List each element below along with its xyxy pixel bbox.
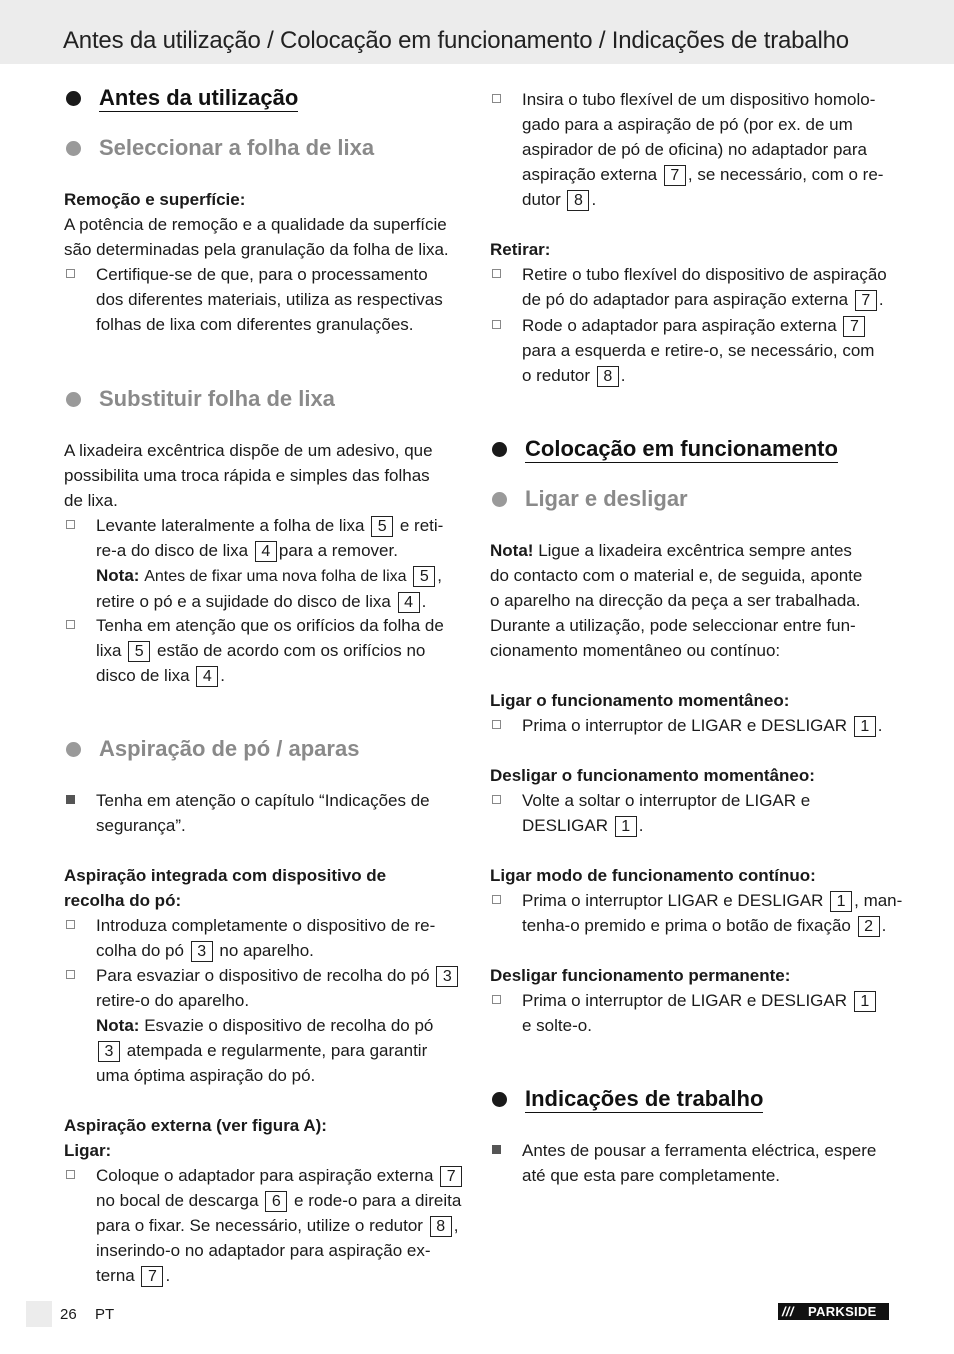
ref-number: 8 xyxy=(597,366,619,387)
paragraph-line xyxy=(490,538,852,563)
list-text: para o fixar. Se necessário, utilize o redutor xyxy=(96,1216,423,1235)
list-text: disco de lixa xyxy=(96,666,190,685)
ref-number: 7 xyxy=(855,290,877,311)
list-text: gado para a aspiração de pó (por ex. de um xyxy=(522,115,853,134)
list-text: estão de acordo com os orifícios no xyxy=(156,641,426,660)
checkbox-square-icon xyxy=(66,1170,75,1179)
list-text: o redutor xyxy=(522,366,591,385)
logo-text: PARKSIDE xyxy=(808,1304,877,1319)
section-heading-indicacoes xyxy=(492,1085,763,1113)
section-heading-ligar xyxy=(492,485,688,513)
page-title: Antes da utilização / Colocação em funcionamento / Indicações de trabalho xyxy=(63,27,849,54)
list-text: , se necessário, com o re- xyxy=(687,165,884,184)
heading-bullet-icon xyxy=(66,742,81,757)
list-text: aspirador de pó de oficina) no adaptador para xyxy=(522,140,867,159)
list-text: segurança”. xyxy=(96,816,186,835)
ref-number: 4 xyxy=(398,592,420,613)
list-text: Para esvaziar o dispositivo de recolha do pó xyxy=(96,966,430,985)
heading-bullet-icon xyxy=(492,492,507,507)
ref-number: 8 xyxy=(567,190,589,211)
subheading-remocao: Remoção e superfície: xyxy=(64,190,246,209)
heading-bullet-icon xyxy=(492,442,507,457)
paragraph-line: do contacto com o material e, de seguida, aponte xyxy=(490,566,863,585)
subheading-desligar-permanente: Desligar funcionamento permanente: xyxy=(490,966,791,985)
checkbox-square-icon xyxy=(492,269,501,278)
heading-bullet-icon xyxy=(66,141,81,156)
heading-bullet-icon xyxy=(66,392,81,407)
subheading-ligar-momentaneo: Ligar o funcionamento momentâneo: xyxy=(490,691,790,710)
list-text: atempada e regularmente, para garantir xyxy=(126,1041,428,1060)
ref-number: 2 xyxy=(858,916,880,937)
punct: . xyxy=(421,592,427,611)
punct: . xyxy=(881,916,887,935)
list-text: Esvazie o dispositivo de recolha do pó xyxy=(144,1016,434,1035)
heading-text: Antes da utilização xyxy=(99,85,299,110)
paragraph-line: são determinadas pela granulação da folha de lixa. xyxy=(64,240,449,259)
checkbox-square-icon xyxy=(492,895,501,904)
ref-number: 8 xyxy=(430,1216,452,1237)
checkbox-square-icon xyxy=(492,720,501,729)
section-heading-seleccionar xyxy=(66,134,374,162)
checkbox-square-icon xyxy=(492,795,501,804)
list-text: e reti- xyxy=(399,516,444,535)
section-heading-aspiracao xyxy=(66,735,359,763)
punct: . xyxy=(165,1266,171,1285)
subheading-externa: Aspiração externa (ver figura A): xyxy=(64,1116,327,1135)
list-text: de pó do adaptador para aspiração externa xyxy=(522,290,849,309)
list-text: Prima o interruptor de LIGAR e DESLIGAR xyxy=(522,716,848,735)
subheading-integrada: Aspiração integrada com dispositivo de xyxy=(64,866,387,885)
list-text: Prima o interruptor de LIGAR e DESLIGAR xyxy=(522,991,848,1010)
ref-number: 3 xyxy=(98,1041,120,1062)
footer-grey-box xyxy=(26,1301,52,1327)
heading-text: Colocação em funcionamento xyxy=(525,436,838,461)
subheading-ligar: Ligar: xyxy=(64,1141,112,1160)
section-heading-colocacao xyxy=(492,435,838,463)
ref-number: 1 xyxy=(830,891,852,912)
heading-text: Indicações de trabalho xyxy=(525,1086,764,1111)
paragraph-line: de lixa. xyxy=(64,491,118,510)
checkbox-square-icon xyxy=(66,520,75,529)
ref-number: 5 xyxy=(128,641,150,662)
checkbox-square-icon xyxy=(492,320,501,329)
paragraph-line: o aparelho na direcção da peça a ser trabalhada. xyxy=(490,591,861,610)
list-text: Prima o interruptor LIGAR e DESLIGAR xyxy=(522,891,824,910)
list-text: Antes de fixar uma nova folha de lixa xyxy=(144,568,407,585)
ref-number: 1 xyxy=(854,991,876,1012)
checkbox-square-icon xyxy=(66,620,75,629)
list-text: Certifique-se de que, para o processamento xyxy=(96,265,428,284)
filled-square-icon xyxy=(492,1145,501,1154)
list-text: uma óptima aspiração do pó. xyxy=(96,1066,316,1085)
list-text: até que esta pare completamente. xyxy=(522,1166,780,1185)
heading-text: Aspiração de pó / aparas xyxy=(99,736,360,761)
logo-slashes: /// xyxy=(782,1304,794,1319)
note-label: Nota: xyxy=(96,566,140,585)
list-text: para a remover. xyxy=(278,541,398,560)
ref-number: 3 xyxy=(191,941,213,962)
parkside-logo xyxy=(778,1303,889,1320)
checkbox-square-icon xyxy=(492,94,501,103)
list-text: , man- xyxy=(854,891,903,910)
checkbox-square-icon xyxy=(66,269,75,278)
page-number: 26 xyxy=(60,1306,77,1323)
section-heading-substituir xyxy=(66,385,335,413)
list-text: colha do pó xyxy=(96,941,184,960)
heading-text: Seleccionar a folha de lixa xyxy=(99,135,375,160)
page-language: PT xyxy=(95,1306,115,1323)
paragraph-line: A lixadeira excêntrica dispõe de um adesivo, que xyxy=(64,441,433,460)
list-text: Tenha em atenção o capítulo “Indicações de xyxy=(96,791,430,810)
punct: , xyxy=(453,1216,459,1235)
ref-number: 6 xyxy=(265,1191,287,1212)
punct: . xyxy=(638,816,644,835)
punct: , xyxy=(437,566,443,585)
punct: . xyxy=(877,716,883,735)
list-text: no bocal de descarga xyxy=(96,1191,259,1210)
section-heading-antes xyxy=(66,84,298,112)
heading-bullet-icon xyxy=(66,91,81,106)
list-text: Insira o tubo flexível de um dispositivo homolo- xyxy=(522,90,876,109)
ref-number: 1 xyxy=(854,716,876,737)
ref-number: 5 xyxy=(371,516,393,537)
list-text: retire-o do aparelho. xyxy=(96,991,250,1010)
note-label: Nota! xyxy=(490,541,534,560)
paragraph-line: cionamento momentâneo ou contínuo: xyxy=(490,641,781,660)
list-text: aspiração externa xyxy=(522,165,658,184)
list-text: Levante lateralmente a folha de lixa xyxy=(96,516,365,535)
checkbox-square-icon xyxy=(492,995,501,1004)
list-text: folhas de lixa com diferentes granulações. xyxy=(96,315,414,334)
paragraph-line: possibilita uma troca rápida e simples das folhas xyxy=(64,466,430,485)
list-text: dos diferentes materiais, utiliza as respectivas xyxy=(96,290,443,309)
paragraph-line: A potência de remoção e a qualidade da superfície xyxy=(64,215,447,234)
list-text: Volte a soltar o interruptor de LIGAR e xyxy=(522,791,811,810)
filled-square-icon xyxy=(66,795,75,804)
ref-number: 4 xyxy=(196,666,218,687)
list-text: para a esquerda e retire-o, se necessário, com xyxy=(522,341,875,360)
list-text: tenha-o premido e prima o botão de fixação xyxy=(522,916,851,935)
list-text: Antes de pousar a ferramenta eléctrica, espere xyxy=(522,1141,877,1160)
list-text: e solte-o. xyxy=(522,1016,592,1035)
heading-text: Substituir folha de lixa xyxy=(99,386,335,411)
list-text: Tenha em atenção que os orifícios da folha de xyxy=(96,616,444,635)
punct: . xyxy=(620,366,626,385)
list-text: inserindo-o no adaptador para aspiração ex- xyxy=(96,1241,431,1260)
heading-text: Ligar e desligar xyxy=(525,486,688,511)
ref-number: 7 xyxy=(664,165,686,186)
punct: . xyxy=(591,190,597,209)
note-label: Nota: xyxy=(96,1016,140,1035)
heading-bullet-icon xyxy=(492,1092,507,1107)
ref-number: 5 xyxy=(413,566,435,587)
punct: . xyxy=(220,666,226,685)
ref-number: 7 xyxy=(843,316,865,337)
subheading-retirar: Retirar: xyxy=(490,240,551,259)
list-text: Coloque o adaptador para aspiração externa xyxy=(96,1166,434,1185)
list-text: dutor xyxy=(522,190,561,209)
ref-number: 1 xyxy=(615,816,637,837)
list-text: lixa xyxy=(96,641,122,660)
ref-number: 4 xyxy=(255,541,277,562)
subheading-ligar-continuo: Ligar modo de funcionamento contínuo: xyxy=(490,866,816,885)
subheading-desligar-momentaneo: Desligar o funcionamento momentâneo: xyxy=(490,766,815,785)
list-text: DESLIGAR xyxy=(522,816,608,835)
list-text: Ligue a lixadeira excêntrica sempre antes xyxy=(538,541,852,560)
list-text: terna xyxy=(96,1266,135,1285)
page-header xyxy=(0,0,954,64)
ref-number: 7 xyxy=(141,1266,163,1287)
subheading-integrada: recolha do pó: xyxy=(64,891,182,910)
list-text: Retire o tubo flexível do dispositivo de aspiração xyxy=(522,265,887,284)
list-text: re-a do disco de lixa xyxy=(96,541,249,560)
checkbox-square-icon xyxy=(66,970,75,979)
list-text: retire o pó e a sujidade do disco de lixa xyxy=(96,592,391,611)
list-text: no aparelho. xyxy=(219,941,314,960)
paragraph-line: Durante a utilização, pode seleccionar entre fun- xyxy=(490,616,856,635)
ref-number: 3 xyxy=(436,966,458,987)
ref-number: 7 xyxy=(440,1166,462,1187)
punct: . xyxy=(878,290,884,309)
list-text: e rode-o para a direita xyxy=(294,1191,462,1210)
list-text: Rode o adaptador para aspiração externa xyxy=(522,316,837,335)
list-text: Introduza completamente o dispositivo de re- xyxy=(96,916,436,935)
checkbox-square-icon xyxy=(66,920,75,929)
